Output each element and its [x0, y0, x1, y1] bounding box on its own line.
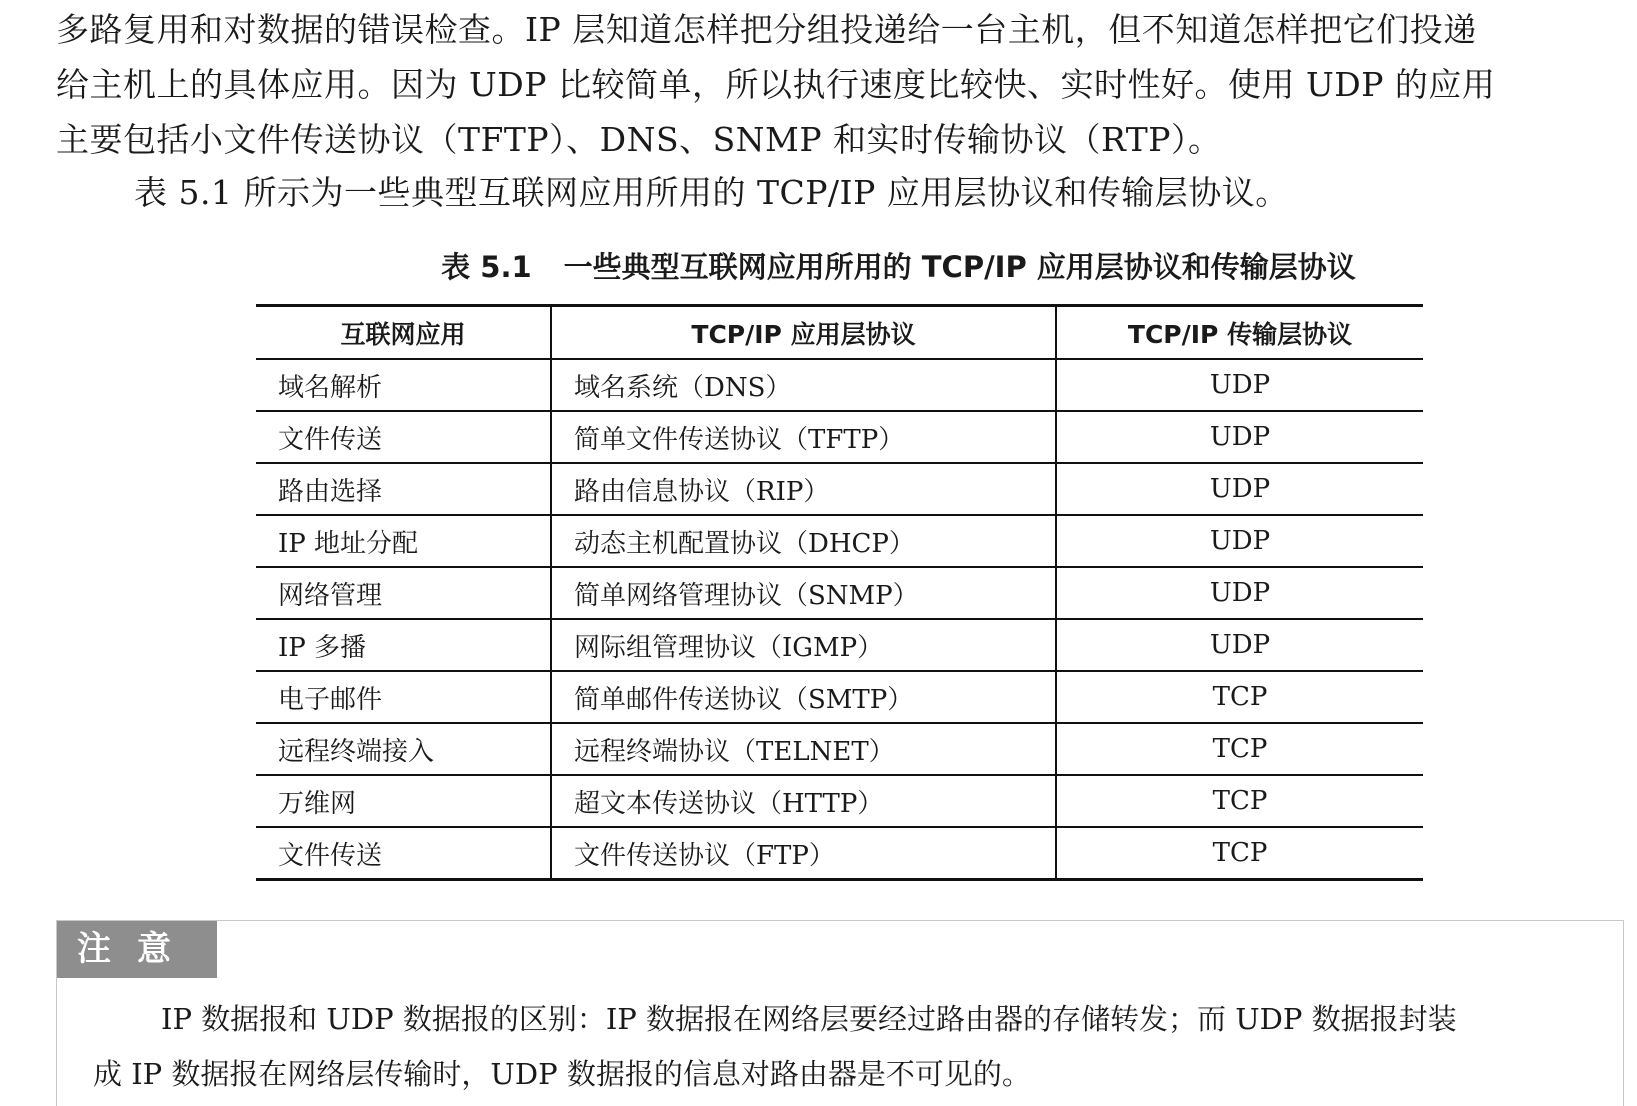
intro-line: 主要包括小文件传送协议（TFTP）、DNS、SNMP 和实时传输协议（RTP）。: [56, 120, 1222, 159]
cell-transport: UDP: [1056, 359, 1423, 411]
table-row: [256, 515, 1423, 567]
table-row: [256, 463, 1423, 515]
cell-application: IP 地址分配: [256, 515, 551, 567]
cell-app-protocol: 超文本传送协议（HTTP）: [551, 775, 1056, 827]
intro-line: 给主机上的具体应用。因为 UDP 比较简单，所以执行速度比较快、实时性好。使用 UDP 的应用: [56, 65, 1496, 104]
table-row: [256, 827, 1423, 880]
table-row: [256, 567, 1423, 619]
cell-application: IP 多播: [256, 619, 551, 671]
cell-app-protocol: 简单邮件传送协议（SMTP）: [551, 671, 1056, 723]
cell-app-protocol: 动态主机配置协议（DHCP）: [551, 515, 1056, 567]
cell-app-protocol: 简单文件传送协议（TFTP）: [551, 411, 1056, 463]
cell-application: 文件传送: [256, 411, 551, 463]
intro-line: 多路复用和对数据的错误检查。IP 层知道怎样把分组投递给一台主机，但不知道怎样把它们投递: [56, 10, 1477, 49]
table-row: [256, 619, 1423, 671]
cell-application: 路由选择: [256, 463, 551, 515]
table-caption-text: 一些典型互联网应用所用的 TCP/IP 应用层协议和传输层协议: [563, 250, 1356, 284]
cell-app-protocol: 路由信息协议（RIP）: [551, 463, 1056, 515]
cell-application: 远程终端接入: [256, 723, 551, 775]
cell-app-protocol: 简单网络管理协议（SNMP）: [551, 567, 1056, 619]
cell-transport: TCP: [1056, 827, 1423, 880]
header-transport-layer: TCP/IP 传输层协议: [1056, 306, 1423, 360]
intro-paragraph: [56, 2, 1636, 167]
cell-app-protocol: 网际组管理协议（IGMP）: [551, 619, 1056, 671]
cell-app-protocol: 域名系统（DNS）: [551, 359, 1056, 411]
cell-app-protocol: 文件传送协议（FTP）: [551, 827, 1056, 880]
table-header-row: [256, 306, 1423, 360]
header-app-layer: TCP/IP 应用层协议: [551, 306, 1056, 360]
table-reference-paragraph: 表 5.1 所示为一些典型互联网应用所用的 TCP/IP 应用层协议和传输层协议。: [134, 173, 1289, 212]
table-number: 表 5.1: [441, 250, 532, 284]
protocol-table: [256, 304, 1423, 881]
cell-transport: UDP: [1056, 463, 1423, 515]
table-caption: [0, 245, 1637, 286]
cell-transport: UDP: [1056, 515, 1423, 567]
note-line: IP 数据报和 UDP 数据报的区别：IP 数据报在网络层要经过路由器的存储转发；而 UDP 数据报封装: [161, 1002, 1457, 1036]
note-body: [93, 991, 1613, 1101]
table-row: [256, 671, 1423, 723]
cell-application: 文件传送: [256, 827, 551, 880]
cell-application: 电子邮件: [256, 671, 551, 723]
cell-transport: UDP: [1056, 411, 1423, 463]
cell-application: 万维网: [256, 775, 551, 827]
header-application: 互联网应用: [256, 306, 551, 360]
cell-application: 域名解析: [278, 372, 383, 403]
note-line: 成 IP 数据报在网络层传输时，UDP 数据报的信息对路由器是不可见的。: [93, 1057, 1031, 1091]
cell-transport: TCP: [1056, 723, 1423, 775]
table-row: [256, 411, 1423, 463]
note-label: 注意: [57, 921, 217, 978]
cell-transport: UDP: [1056, 619, 1423, 671]
table-row: [256, 723, 1423, 775]
table-row: [256, 775, 1423, 827]
cell-transport: UDP: [1056, 567, 1423, 619]
cell-transport: TCP: [1056, 775, 1423, 827]
table-row: [256, 359, 1423, 411]
note-box: [56, 920, 1624, 1106]
cell-transport: TCP: [1056, 671, 1423, 723]
cell-application: 网络管理: [256, 567, 551, 619]
cell-app-protocol: 远程终端协议（TELNET）: [551, 723, 1056, 775]
